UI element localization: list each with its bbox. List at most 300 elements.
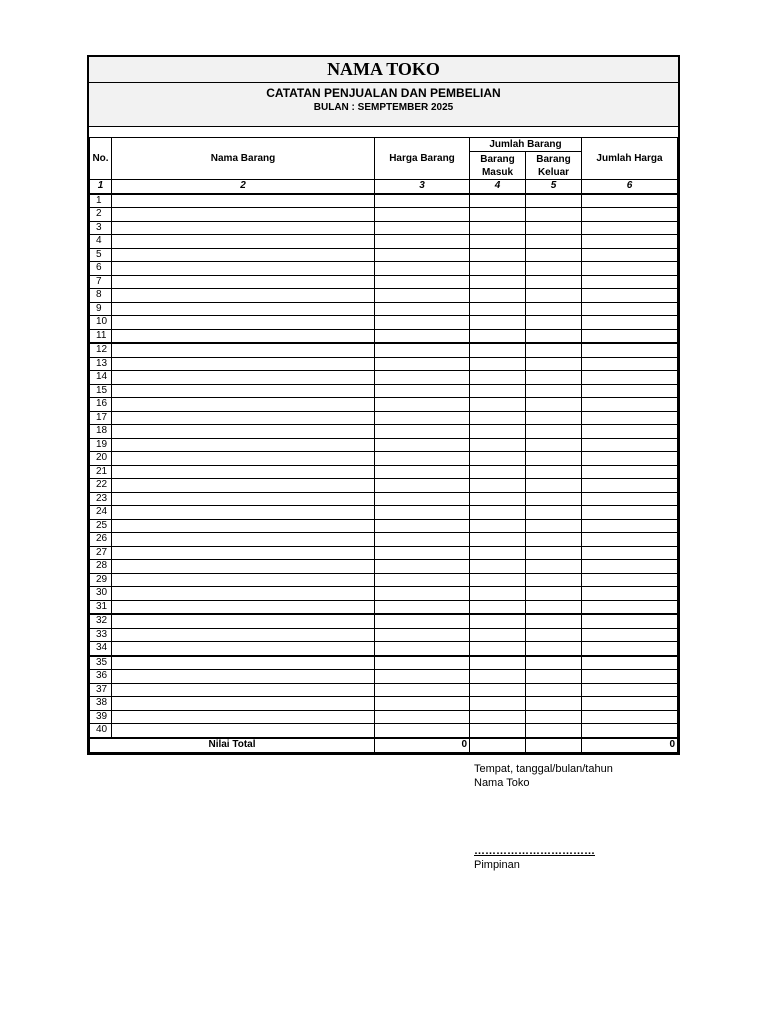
jumlah-harga-cell[interactable] <box>582 221 678 235</box>
row-number: 28 <box>90 560 112 574</box>
jumlah-harga-cell[interactable] <box>582 425 678 439</box>
jumlah-harga-cell[interactable] <box>582 208 678 222</box>
table-row <box>90 357 678 371</box>
barang-keluar-cell[interactable] <box>526 425 582 439</box>
table-row <box>90 614 678 628</box>
barang-masuk-cell[interactable] <box>470 683 526 697</box>
table-row <box>90 479 678 493</box>
barang-masuk-cell[interactable] <box>470 371 526 385</box>
table-row <box>90 546 678 560</box>
jumlah-harga-cell[interactable] <box>582 683 678 697</box>
signature-role: Pimpinan <box>474 859 520 871</box>
jumlah-harga-cell[interactable] <box>582 642 678 656</box>
nama-barang-cell[interactable] <box>112 479 375 493</box>
nama-barang-cell[interactable] <box>112 546 375 560</box>
row-number: 6 <box>90 262 112 276</box>
harga-barang-cell[interactable] <box>375 235 470 249</box>
table-row <box>90 275 678 289</box>
nama-barang-cell[interactable] <box>112 221 375 235</box>
harga-barang-cell[interactable] <box>375 479 470 493</box>
barang-masuk-cell[interactable] <box>470 533 526 547</box>
barang-masuk-cell[interactable] <box>470 465 526 479</box>
row-number: 1 <box>90 194 112 208</box>
nama-barang-cell[interactable] <box>112 642 375 656</box>
barang-keluar-cell[interactable] <box>526 289 582 303</box>
harga-barang-cell[interactable] <box>375 194 470 208</box>
header-harga-barang: Harga Barang <box>375 138 470 180</box>
signature-store-name: Nama Toko <box>474 777 530 789</box>
barang-masuk-cell[interactable] <box>470 519 526 533</box>
column-number: 5 <box>526 180 582 194</box>
row-number: 3 <box>90 221 112 235</box>
jumlah-harga-cell[interactable] <box>582 628 678 642</box>
nama-barang-cell[interactable] <box>112 289 375 303</box>
jumlah-harga-cell[interactable] <box>582 235 678 249</box>
harga-barang-cell[interactable] <box>375 533 470 547</box>
jumlah-harga-cell[interactable] <box>582 452 678 466</box>
table-row <box>90 302 678 316</box>
harga-barang-cell[interactable] <box>375 670 470 684</box>
barang-masuk-cell[interactable] <box>470 384 526 398</box>
store-title-text: NAMA TOKO <box>327 59 440 79</box>
harga-barang-cell[interactable] <box>375 492 470 506</box>
jumlah-harga-cell[interactable] <box>582 384 678 398</box>
sheet-subtitle-box <box>89 83 678 127</box>
barang-keluar-cell[interactable] <box>526 452 582 466</box>
table-row <box>90 670 678 684</box>
barang-keluar-cell[interactable] <box>526 573 582 587</box>
column-number: 6 <box>582 180 678 194</box>
jumlah-harga-cell[interactable] <box>582 492 678 506</box>
nama-barang-cell[interactable] <box>112 492 375 506</box>
nama-barang-cell[interactable] <box>112 465 375 479</box>
row-number: 34 <box>90 642 112 656</box>
barang-keluar-cell[interactable] <box>526 697 582 711</box>
jumlah-harga-cell[interactable] <box>582 546 678 560</box>
table-row <box>90 628 678 642</box>
row-number: 17 <box>90 411 112 425</box>
barang-keluar-cell[interactable] <box>526 235 582 249</box>
jumlah-harga-cell[interactable] <box>582 573 678 587</box>
barang-keluar-cell[interactable] <box>526 371 582 385</box>
nama-barang-cell[interactable] <box>112 628 375 642</box>
jumlah-harga-cell[interactable] <box>582 600 678 614</box>
row-number: 27 <box>90 546 112 560</box>
table-row <box>90 519 678 533</box>
table-header-row-1 <box>90 138 678 152</box>
nama-barang-cell[interactable] <box>112 329 375 343</box>
nama-barang-cell[interactable] <box>112 384 375 398</box>
harga-barang-cell[interactable] <box>375 614 470 628</box>
barang-masuk-cell[interactable] <box>470 221 526 235</box>
row-number: 33 <box>90 628 112 642</box>
barang-masuk-cell[interactable] <box>470 194 526 208</box>
row-number: 7 <box>90 275 112 289</box>
barang-keluar-cell[interactable] <box>526 710 582 724</box>
barang-masuk-cell[interactable] <box>470 614 526 628</box>
sheet-subtitle: CATATAN PENJUALAN DAN PEMBELIAN <box>266 86 501 100</box>
jumlah-harga-cell[interactable] <box>582 316 678 330</box>
harga-barang-cell[interactable] <box>375 316 470 330</box>
column-number-row <box>90 180 678 194</box>
harga-barang-cell[interactable] <box>375 573 470 587</box>
row-number: 11 <box>90 329 112 343</box>
harga-barang-cell[interactable] <box>375 724 470 738</box>
table-row <box>90 600 678 614</box>
barang-keluar-cell[interactable] <box>526 398 582 412</box>
barang-masuk-cell[interactable] <box>470 316 526 330</box>
barang-keluar-cell[interactable] <box>526 519 582 533</box>
table-row <box>90 642 678 656</box>
row-number: 37 <box>90 683 112 697</box>
barang-masuk-cell[interactable] <box>470 235 526 249</box>
row-number: 22 <box>90 479 112 493</box>
row-number: 5 <box>90 248 112 262</box>
table-row <box>90 683 678 697</box>
header-no: No. <box>90 138 112 180</box>
barang-keluar-cell[interactable] <box>526 411 582 425</box>
harga-barang-cell[interactable] <box>375 384 470 398</box>
harga-barang-cell[interactable] <box>375 289 470 303</box>
harga-barang-cell[interactable] <box>375 683 470 697</box>
table-row <box>90 438 678 452</box>
nama-barang-cell[interactable] <box>112 506 375 520</box>
header-barang-keluar: Barang Keluar <box>526 152 582 180</box>
header-nama-barang: Nama Barang <box>112 138 375 180</box>
barang-masuk-cell[interactable] <box>470 357 526 371</box>
table-row <box>90 371 678 385</box>
harga-barang-cell[interactable] <box>375 600 470 614</box>
barang-keluar-cell[interactable] <box>526 343 582 357</box>
row-number: 14 <box>90 371 112 385</box>
jumlah-harga-cell[interactable] <box>582 438 678 452</box>
harga-barang-cell[interactable] <box>375 546 470 560</box>
barang-keluar-cell[interactable] <box>526 587 582 601</box>
table-row <box>90 452 678 466</box>
table-row <box>90 262 678 276</box>
row-number: 9 <box>90 302 112 316</box>
nama-barang-cell[interactable] <box>112 194 375 208</box>
nama-barang-cell[interactable] <box>112 573 375 587</box>
row-number: 35 <box>90 656 112 670</box>
harga-barang-cell[interactable] <box>375 262 470 276</box>
table-row <box>90 235 678 249</box>
jumlah-harga-cell[interactable] <box>582 614 678 628</box>
harga-barang-cell[interactable] <box>375 411 470 425</box>
jumlah-harga-cell[interactable] <box>582 329 678 343</box>
nama-barang-cell[interactable] <box>112 411 375 425</box>
barang-masuk-cell[interactable] <box>470 573 526 587</box>
harga-barang-cell[interactable] <box>375 628 470 642</box>
barang-masuk-cell[interactable] <box>470 506 526 520</box>
nama-barang-cell[interactable] <box>112 302 375 316</box>
barang-masuk-cell[interactable] <box>470 697 526 711</box>
jumlah-harga-cell[interactable] <box>582 670 678 684</box>
table-row <box>90 289 678 303</box>
row-number: 39 <box>90 710 112 724</box>
records-table <box>89 137 678 753</box>
nama-barang-cell[interactable] <box>112 697 375 711</box>
nama-barang-cell[interactable] <box>112 683 375 697</box>
barang-masuk-cell[interactable] <box>470 452 526 466</box>
nama-barang-cell[interactable] <box>112 670 375 684</box>
barang-masuk-cell[interactable] <box>470 560 526 574</box>
table-row <box>90 573 678 587</box>
barang-masuk-cell[interactable] <box>470 642 526 656</box>
nama-barang-cell[interactable] <box>112 425 375 439</box>
barang-keluar-cell[interactable] <box>526 506 582 520</box>
table-row <box>90 425 678 439</box>
nama-barang-cell[interactable] <box>112 614 375 628</box>
total-keluar-cell <box>526 738 582 753</box>
nama-barang-cell[interactable] <box>112 519 375 533</box>
row-number: 15 <box>90 384 112 398</box>
table-row <box>90 492 678 506</box>
barang-keluar-cell[interactable] <box>526 724 582 738</box>
nama-barang-cell[interactable] <box>112 275 375 289</box>
table-row <box>90 194 678 208</box>
barang-keluar-cell[interactable] <box>526 275 582 289</box>
barang-masuk-cell[interactable] <box>470 492 526 506</box>
jumlah-harga-cell[interactable] <box>582 248 678 262</box>
row-number: 13 <box>90 357 112 371</box>
nama-barang-cell[interactable] <box>112 656 375 670</box>
barang-masuk-cell[interactable] <box>470 248 526 262</box>
harga-barang-cell[interactable] <box>375 208 470 222</box>
jumlah-harga-cell[interactable] <box>582 710 678 724</box>
header-barang-masuk: Barang Masuk <box>470 152 526 180</box>
nama-barang-cell[interactable] <box>112 398 375 412</box>
barang-masuk-cell[interactable] <box>470 546 526 560</box>
barang-keluar-cell[interactable] <box>526 492 582 506</box>
jumlah-harga-cell[interactable] <box>582 519 678 533</box>
row-number: 38 <box>90 697 112 711</box>
sales-purchase-sheet <box>87 55 680 755</box>
barang-keluar-cell[interactable] <box>526 546 582 560</box>
row-number: 8 <box>90 289 112 303</box>
sheet-month: BULAN : SEMPTEMBER 2025 <box>313 102 454 113</box>
table-row <box>90 329 678 343</box>
harga-barang-cell[interactable] <box>375 425 470 439</box>
barang-keluar-cell[interactable] <box>526 316 582 330</box>
barang-keluar-cell[interactable] <box>526 384 582 398</box>
jumlah-harga-cell[interactable] <box>582 371 678 385</box>
harga-barang-cell[interactable] <box>375 465 470 479</box>
nama-barang-cell[interactable] <box>112 600 375 614</box>
row-number: 16 <box>90 398 112 412</box>
table-row <box>90 697 678 711</box>
total-row <box>90 738 678 753</box>
barang-masuk-cell[interactable] <box>470 724 526 738</box>
harga-barang-cell[interactable] <box>375 506 470 520</box>
harga-barang-cell[interactable] <box>375 587 470 601</box>
barang-masuk-cell[interactable] <box>470 343 526 357</box>
signature-line: …………………………… <box>474 845 595 857</box>
barang-keluar-cell[interactable] <box>526 560 582 574</box>
nama-barang-cell[interactable] <box>112 235 375 249</box>
barang-masuk-cell[interactable] <box>470 329 526 343</box>
barang-keluar-cell[interactable] <box>526 479 582 493</box>
barang-masuk-cell[interactable] <box>470 587 526 601</box>
jumlah-harga-cell[interactable] <box>582 411 678 425</box>
harga-barang-cell[interactable] <box>375 221 470 235</box>
total-harga: 0 <box>375 738 470 753</box>
header-jumlah-barang: Jumlah Barang <box>470 138 582 152</box>
barang-keluar-cell[interactable] <box>526 600 582 614</box>
nama-barang-cell[interactable] <box>112 262 375 276</box>
store-title <box>89 57 678 83</box>
nama-barang-cell[interactable] <box>112 208 375 222</box>
jumlah-harga-cell[interactable] <box>582 697 678 711</box>
barang-keluar-cell[interactable] <box>526 465 582 479</box>
nama-barang-cell[interactable] <box>112 724 375 738</box>
jumlah-harga-cell[interactable] <box>582 398 678 412</box>
jumlah-harga-cell[interactable] <box>582 289 678 303</box>
jumlah-harga-cell[interactable] <box>582 533 678 547</box>
nama-barang-cell[interactable] <box>112 316 375 330</box>
table-row <box>90 208 678 222</box>
barang-keluar-cell[interactable] <box>526 194 582 208</box>
table-row <box>90 656 678 670</box>
jumlah-harga-cell[interactable] <box>582 587 678 601</box>
jumlah-harga-cell[interactable] <box>582 560 678 574</box>
jumlah-harga-cell[interactable] <box>582 506 678 520</box>
jumlah-harga-cell[interactable] <box>582 656 678 670</box>
nama-barang-cell[interactable] <box>112 371 375 385</box>
barang-keluar-cell[interactable] <box>526 438 582 452</box>
barang-keluar-cell[interactable] <box>526 614 582 628</box>
nama-barang-cell[interactable] <box>112 452 375 466</box>
row-number: 12 <box>90 343 112 357</box>
nama-barang-cell[interactable] <box>112 248 375 262</box>
barang-keluar-cell[interactable] <box>526 683 582 697</box>
jumlah-harga-cell[interactable] <box>582 479 678 493</box>
harga-barang-cell[interactable] <box>375 438 470 452</box>
table-row <box>90 221 678 235</box>
column-number: 1 <box>90 180 112 194</box>
jumlah-harga-cell[interactable] <box>582 465 678 479</box>
nama-barang-cell[interactable] <box>112 438 375 452</box>
barang-masuk-cell[interactable] <box>470 262 526 276</box>
row-number: 10 <box>90 316 112 330</box>
row-number: 2 <box>90 208 112 222</box>
barang-keluar-cell[interactable] <box>526 533 582 547</box>
barang-keluar-cell[interactable] <box>526 208 582 222</box>
barang-masuk-cell[interactable] <box>470 398 526 412</box>
barang-keluar-cell[interactable] <box>526 302 582 316</box>
table-row <box>90 560 678 574</box>
harga-barang-cell[interactable] <box>375 697 470 711</box>
column-number: 4 <box>470 180 526 194</box>
row-number: 30 <box>90 587 112 601</box>
barang-keluar-cell[interactable] <box>526 670 582 684</box>
barang-masuk-cell[interactable] <box>470 670 526 684</box>
table-row <box>90 465 678 479</box>
row-number: 25 <box>90 519 112 533</box>
barang-masuk-cell[interactable] <box>470 710 526 724</box>
barang-masuk-cell[interactable] <box>470 425 526 439</box>
harga-barang-cell[interactable] <box>375 710 470 724</box>
total-masuk-cell <box>470 738 526 753</box>
nama-barang-cell[interactable] <box>112 357 375 371</box>
jumlah-harga-cell[interactable] <box>582 343 678 357</box>
table-row <box>90 343 678 357</box>
table-row <box>90 398 678 412</box>
nama-barang-cell[interactable] <box>112 560 375 574</box>
barang-keluar-cell[interactable] <box>526 262 582 276</box>
row-number: 40 <box>90 724 112 738</box>
column-number: 2 <box>112 180 375 194</box>
header-jumlah-harga: Jumlah Harga <box>582 138 678 180</box>
jumlah-harga-cell[interactable] <box>582 194 678 208</box>
table-row <box>90 316 678 330</box>
barang-keluar-cell[interactable] <box>526 248 582 262</box>
table-row <box>90 411 678 425</box>
barang-keluar-cell[interactable] <box>526 656 582 670</box>
row-number: 36 <box>90 670 112 684</box>
barang-masuk-cell[interactable] <box>470 438 526 452</box>
jumlah-harga-cell[interactable] <box>582 262 678 276</box>
harga-barang-cell[interactable] <box>375 519 470 533</box>
harga-barang-cell[interactable] <box>375 371 470 385</box>
barang-masuk-cell[interactable] <box>470 275 526 289</box>
harga-barang-cell[interactable] <box>375 329 470 343</box>
barang-masuk-cell[interactable] <box>470 479 526 493</box>
row-number: 32 <box>90 614 112 628</box>
barang-masuk-cell[interactable] <box>470 208 526 222</box>
row-number: 24 <box>90 506 112 520</box>
jumlah-harga-cell[interactable] <box>582 357 678 371</box>
total-jumlah-harga: 0 <box>582 738 678 753</box>
barang-keluar-cell[interactable] <box>526 221 582 235</box>
barang-masuk-cell[interactable] <box>470 411 526 425</box>
barang-masuk-cell[interactable] <box>470 656 526 670</box>
jumlah-harga-cell[interactable] <box>582 275 678 289</box>
harga-barang-cell[interactable] <box>375 248 470 262</box>
harga-barang-cell[interactable] <box>375 656 470 670</box>
jumlah-harga-cell[interactable] <box>582 724 678 738</box>
barang-masuk-cell[interactable] <box>470 302 526 316</box>
harga-barang-cell[interactable] <box>375 357 470 371</box>
barang-keluar-cell[interactable] <box>526 628 582 642</box>
table-row <box>90 710 678 724</box>
header-gap <box>89 127 678 137</box>
barang-masuk-cell[interactable] <box>470 289 526 303</box>
table-row <box>90 248 678 262</box>
row-number: 21 <box>90 465 112 479</box>
harga-barang-cell[interactable] <box>375 398 470 412</box>
nama-barang-cell[interactable] <box>112 343 375 357</box>
jumlah-harga-cell[interactable] <box>582 302 678 316</box>
harga-barang-cell[interactable] <box>375 302 470 316</box>
barang-keluar-cell[interactable] <box>526 642 582 656</box>
row-number: 29 <box>90 573 112 587</box>
barang-masuk-cell[interactable] <box>470 600 526 614</box>
nama-barang-cell[interactable] <box>112 710 375 724</box>
nama-barang-cell[interactable] <box>112 587 375 601</box>
barang-keluar-cell[interactable] <box>526 329 582 343</box>
harga-barang-cell[interactable] <box>375 560 470 574</box>
harga-barang-cell[interactable] <box>375 343 470 357</box>
nama-barang-cell[interactable] <box>112 533 375 547</box>
signature-place-date: Tempat, tanggal/bulan/tahun <box>474 763 613 775</box>
row-number: 18 <box>90 425 112 439</box>
harga-barang-cell[interactable] <box>375 275 470 289</box>
barang-masuk-cell[interactable] <box>470 628 526 642</box>
barang-keluar-cell[interactable] <box>526 357 582 371</box>
harga-barang-cell[interactable] <box>375 452 470 466</box>
harga-barang-cell[interactable] <box>375 642 470 656</box>
